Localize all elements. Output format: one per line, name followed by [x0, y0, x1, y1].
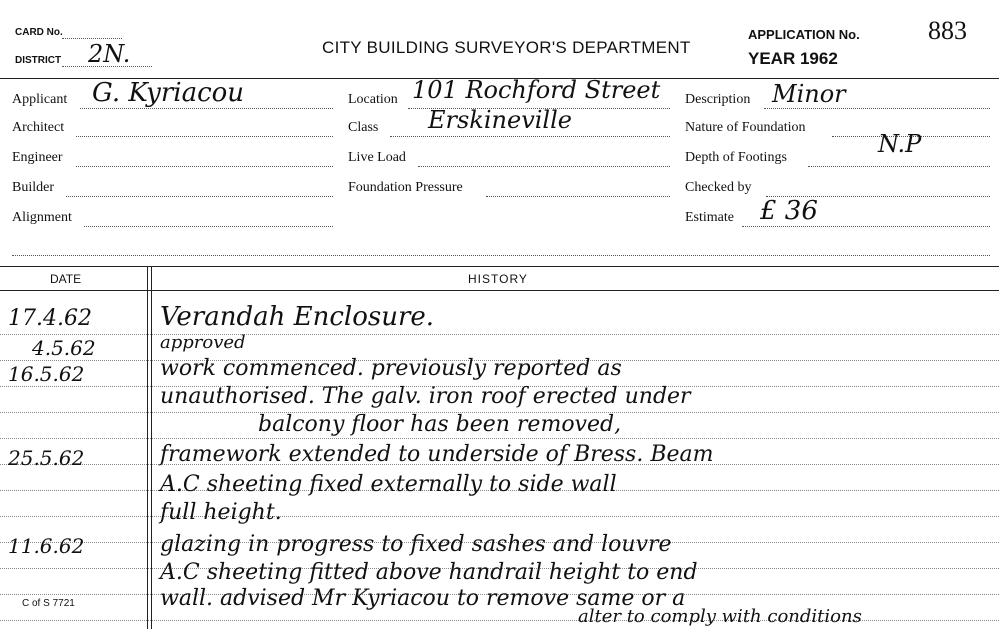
description-value: Minor	[772, 80, 846, 108]
estimate-line	[742, 226, 990, 227]
history-rule	[0, 516, 999, 517]
history-line: balcony floor has been removed,	[258, 412, 622, 437]
history-line: unauthorised. The galv. iron roof erected under	[160, 384, 691, 409]
history-line: work commenced. previously reported as	[160, 356, 622, 381]
history-header-rule	[0, 290, 999, 291]
fields-bottom-line	[12, 255, 990, 256]
applicant-value: G. Kyriacou	[92, 78, 245, 108]
foundation-pressure-line	[486, 196, 670, 197]
card-no-label: CARD No.	[15, 27, 63, 38]
alignment-label: Alignment	[12, 210, 72, 225]
depth-line	[808, 166, 990, 167]
year-label: YEAR 1962	[748, 49, 838, 68]
history-line: full height.	[160, 500, 282, 525]
history-line: framework extended to underside of Bress. Beam	[160, 442, 714, 467]
history-date: 25.5.62	[8, 446, 85, 470]
description-label: Description	[685, 92, 751, 107]
history-rule	[0, 438, 999, 439]
history-line: wall. advised Mr Kyriacou to remove same or a	[160, 586, 686, 611]
builder-line	[66, 196, 333, 197]
history-header: HISTORY	[468, 272, 528, 286]
date-column-divider	[147, 266, 148, 629]
card-no-line	[62, 38, 122, 39]
application-label: APPLICATION No.	[748, 27, 860, 42]
form-code: C of S 7721	[22, 598, 75, 609]
live-load-label: Live Load	[348, 150, 406, 165]
history-top-rule	[0, 266, 999, 267]
depth-label: Depth of Footings	[685, 150, 787, 165]
history-line: A.C sheeting fitted above handrail height to end	[160, 560, 698, 585]
live-load-line	[418, 166, 670, 167]
engineer-label: Engineer	[12, 150, 63, 165]
history-line: A.C sheeting fixed externally to side wall	[160, 472, 617, 497]
applicant-line	[80, 108, 333, 109]
history-line: glazing in progress to fixed sashes and louvre	[160, 532, 672, 557]
architect-line	[76, 136, 333, 137]
builder-label: Builder	[12, 180, 54, 195]
date-header: DATE	[50, 272, 82, 286]
history-line: Verandah Enclosure.	[160, 302, 435, 332]
district-label: DISTRICT	[15, 55, 62, 66]
architect-label: Architect	[12, 120, 65, 135]
department-title: CITY BUILDING SURVEYOR'S DEPARTMENT	[322, 38, 691, 57]
history-date: 17.4.62	[8, 306, 92, 331]
district-value: 2N.	[88, 40, 131, 68]
application-number: 883	[928, 16, 967, 45]
class-label: Class	[348, 120, 379, 135]
estimate-label: Estimate	[685, 210, 734, 225]
history-rule	[0, 334, 999, 335]
engineer-line	[76, 166, 333, 167]
class-line	[390, 136, 670, 137]
nature-label: Nature of Foundation	[685, 120, 806, 135]
history-line: approved	[160, 332, 246, 353]
class-value: Erskineville	[428, 106, 572, 134]
description-line	[764, 108, 990, 109]
history-line: alter to comply with conditions	[578, 606, 862, 627]
history-date: 16.5.62	[8, 362, 85, 386]
date-column-divider-2	[151, 266, 152, 629]
location-label: Location	[348, 92, 398, 107]
checked-label: Checked by	[685, 180, 752, 195]
foundation-pressure-label: Foundation Pressure	[348, 180, 463, 195]
history-date: 11.6.62	[8, 534, 85, 558]
depth-value: N.P	[878, 130, 922, 158]
estimate-value: £ 36	[760, 196, 818, 226]
applicant-label: Applicant	[12, 92, 68, 107]
alignment-line	[84, 226, 333, 227]
location-value: 101 Rochford Street	[412, 76, 661, 104]
history-date: 4.5.62	[32, 336, 96, 360]
